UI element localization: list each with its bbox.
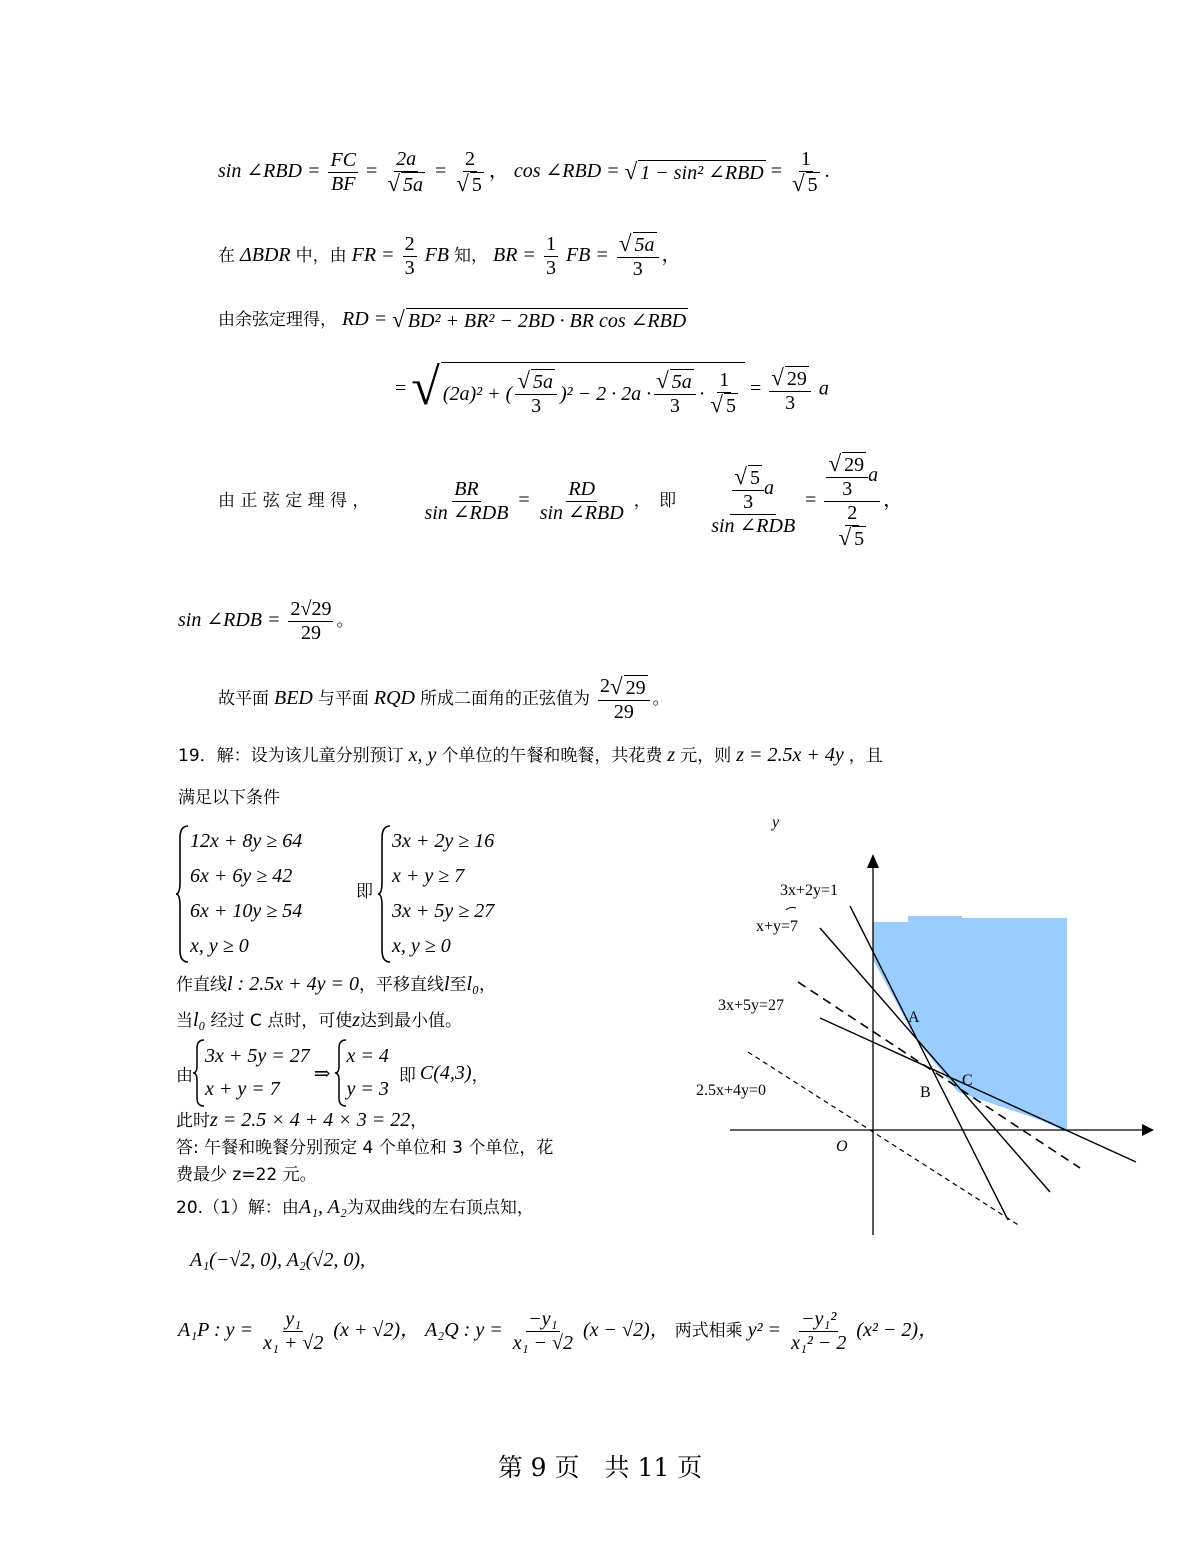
eq-bdr: 在 ΔBDR 中，由 FR = $\frac{2}{3}$ FB 知， BR = $\frac{1}{3}$ FB = √ 5a 3 ， — [218, 231, 682, 280]
sys2rows-row-2: 3x + 5y ≥ 27 — [392, 900, 495, 922]
sys4rows-row-1: y = 3 — [346, 1078, 389, 1100]
line-zuo: 作直线l : 2.5x + 4y = 0，平移直线l至l₀， — [176, 973, 497, 995]
inequality-system-2 — [378, 824, 494, 964]
q20-intro: 20.（1）解：由A₁, A₂为双曲线的左右顶点知， — [176, 1196, 534, 1218]
q19-conditions-label: 满足以下条件 — [178, 788, 280, 808]
sys2rows-row-1: x + y ≥ 7 — [392, 865, 465, 887]
small-mark — [786, 907, 796, 910]
q19-intro: 19．解：设为该儿童分别预订 x, y 个单位的午餐和晚餐，共花费 z 元，则 z = 2.5x + 4y ，且 — [178, 744, 883, 766]
sys1rows-row-3: x, y ≥ 0 — [190, 935, 249, 957]
point-c: C — [962, 1072, 973, 1089]
label-3x5y27: 3x+5y=27 — [718, 997, 785, 1014]
page-footer: 第 9 页 共 11 页 — [497, 1453, 703, 1482]
ji-label: 即 — [356, 882, 373, 902]
sys3rows-row-1: x + y = 7 — [205, 1078, 280, 1100]
eq-sin-rbd: sin ∠RBD = $\frac{FC}{BF}$ = 2a √ 5a = 2 √ 5 ， cos ∠RBD = √ 1 − sin² ∠RBD = 1 √ 5 . — [218, 148, 830, 196]
sys2rows-row-0: 3x + 2y ≥ 16 — [392, 830, 495, 852]
label-25x4y0: 2.5x+4y=0 — [696, 1082, 767, 1099]
frac-2a-sqrt5a: 2a √ 5a — [387, 148, 423, 196]
eq-sin-rdb: sin ∠RDB = $\frac{2√29}{29}$ 。 — [178, 598, 354, 644]
sys1rows-row-1: 6x + 6y ≥ 42 — [190, 865, 293, 887]
point-b: B — [920, 1084, 931, 1101]
solve-system: 由 3x + 5y = 27 x + y = 7 ⇒ x = 4 y = 3 即 C(4,3) ， — [176, 1038, 489, 1108]
eq-cosine-law: 由余弦定理得， RD = √ BD² + BR² − 2BD · BR cos ∠RBD — [218, 307, 687, 332]
origin-label: O — [836, 1138, 848, 1155]
point-a: A — [908, 1009, 920, 1026]
label-xy7: x+y=7 — [756, 918, 799, 935]
feasible-region-figure — [690, 810, 1170, 1240]
cos-rbd-label: cos ∠RBD = — [513, 160, 620, 183]
line-cishi: 此时z = 2.5 × 4 + 4 × 3 = 22， — [176, 1109, 428, 1131]
eq-sine-law: 由 正 弦 定 理 得 ， $\frac{BR}{\text{sin ∠RDB}}$ = $\frac{RD}{\text{sin ∠RBD}}$ ， 即 √ 5 3 a sin ∠RDB = √ 29 3 a 2 √ 5 ， — [218, 451, 904, 550]
frac-1-sqrt5: 1 √ 5 — [792, 148, 818, 196]
y-axis-label: y — [772, 814, 780, 831]
sys4rows-row-0: x = 4 — [346, 1045, 389, 1067]
answer-line-2: 费最少 z=22 元。 — [176, 1165, 317, 1185]
line-dang: 当l₀ 经过 C 点时，可使z达到最小值。 — [176, 1009, 462, 1031]
x-axis-arrow-icon — [1142, 1124, 1154, 1136]
q20-vertices: A₁(−√2, 0), A₂(√2, 0), — [190, 1249, 366, 1271]
frac-fc-bf: $\frac{FC}{BF}$ — [330, 149, 357, 195]
frac-2-sqrt5: 2 √ 5 — [456, 148, 482, 196]
y-axis-arrow-icon — [867, 854, 879, 868]
sys2rows-row-3: x, y ≥ 0 — [392, 935, 451, 957]
answer-line-1: 答: 午餐和晚餐分别预定 4 个单位和 3 个单位，花 — [176, 1138, 554, 1158]
sin-rbd-label: sin ∠RBD = — [218, 160, 321, 183]
sys3rows-row-0: 3x + 5y = 27 — [205, 1045, 310, 1067]
sqrt-1-sin2: √ 1 − sin² ∠RBD — [624, 159, 764, 184]
sys1rows-row-0: 12x + 8y ≥ 64 — [190, 830, 303, 852]
eq-rd-value: = √ (2a)² + ( √ 5a 3 )² − 2 · 2a · √ 5a 3 · 1 √ 5 = √ 29 3 a — [395, 359, 829, 417]
sys1rows-row-2: 6x + 10y ≥ 54 — [190, 900, 303, 922]
conclusion-18: 故平面 BED 与平面 RQD 所成二面角的正弦值为 2 √ 29 29 。 — [218, 674, 670, 723]
label-3x2y: 3x+2y=1 — [780, 882, 839, 899]
figure-svg — [690, 810, 1170, 1240]
q20-lines: A₁P : y = $\frac{\text{y₁}}{\text{x₁ + √2}}$ (x + √2)， A₂Q : y = $\frac{\text{−y₁}}{\text{x₁ − √2}}$ (x − √2)， 两式相乘 y² = $\frac{\text{−y₁²}}{\text{x₁² − 2}}$ (x² − 2)， — [178, 1308, 939, 1354]
inequality-system-1 — [176, 824, 302, 964]
